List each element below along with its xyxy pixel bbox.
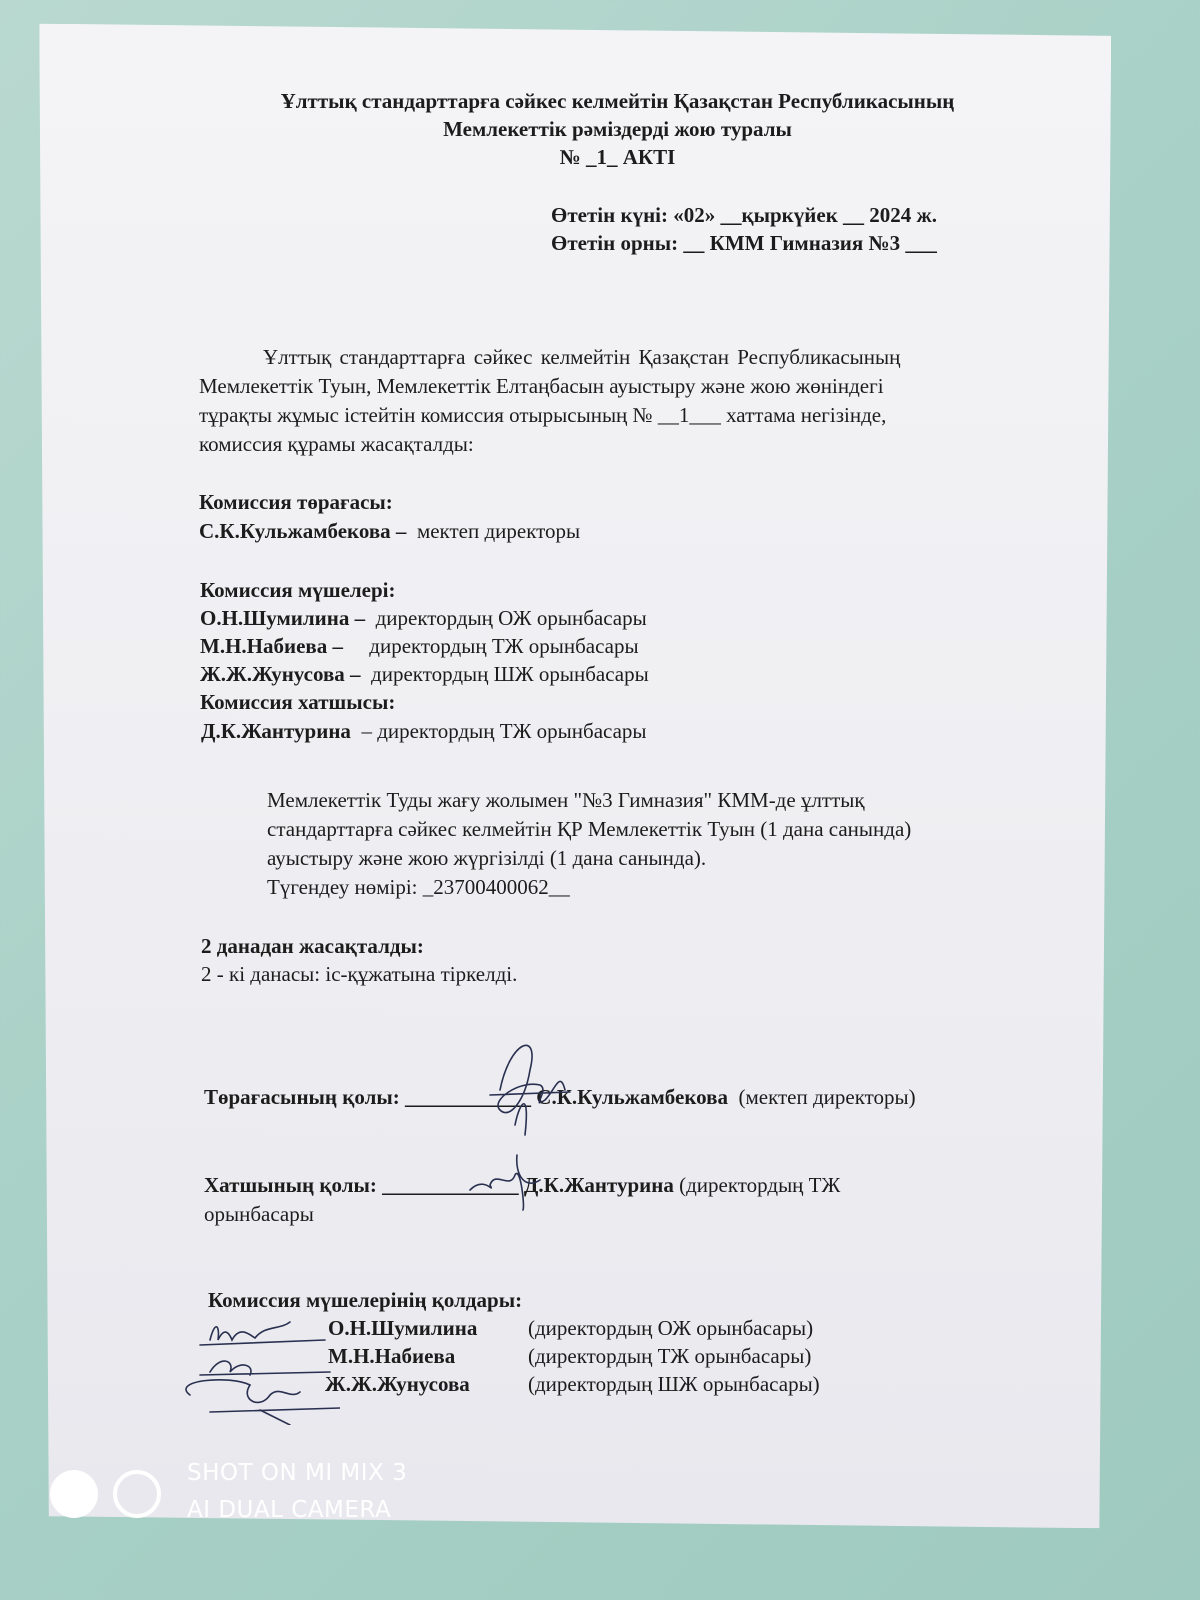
meeting-date: Өтетін күні: «02» __қыркүйек __ 2024 ж. xyxy=(551,203,938,227)
secretary-role: – директордың ТЖ орынбасары xyxy=(361,719,647,743)
member-role: директордың ТЖ орынбасары xyxy=(369,634,639,658)
chair-signature-label: Төрағасының қолы: ____________ xyxy=(204,1085,532,1109)
secretary-entry xyxy=(201,721,647,742)
chair-name: С.К.Кульжамбекова – xyxy=(199,519,407,543)
members-signatures-heading: Комиссия мүшелерінің қолдары: xyxy=(208,1288,523,1312)
secretary-signature-label: Хатшының қолы: _____________ xyxy=(204,1173,519,1197)
body-line: ауыстыру және жою жүргізілді (1 дана санында). xyxy=(267,846,707,870)
member-signature-entry xyxy=(325,1374,820,1395)
member-signatures xyxy=(170,1300,340,1425)
secretary-signature xyxy=(465,1145,545,1215)
meeting-place: Өтетін орны: __ КММ Гимназия №3 ___ xyxy=(551,231,937,255)
member-name: Ж.Ж.Жунусова – xyxy=(200,662,361,686)
member-role: директордың ОЖ орынбасары xyxy=(375,606,647,630)
member-name: О.Н.Шумилина – xyxy=(200,606,366,630)
watermark-line-1: SHOT ON MI MIX 3 xyxy=(187,1460,408,1486)
intro-line: Мемлекеттік Туын, Мемлекеттік Елтаңбасын ауыстыру және жою жөніндегі xyxy=(199,374,884,398)
chair-heading: Комиссия төрағасы: xyxy=(199,490,393,514)
secretary-signature-name: Д.К.Жантурина xyxy=(523,1173,674,1197)
watermark-dot-filled-icon xyxy=(50,1470,98,1518)
intro-line: комиссия құрамы жасақталды: xyxy=(199,432,474,456)
member-entry xyxy=(200,636,639,657)
member-entry xyxy=(200,664,649,685)
member-signature-name: М.Н.Набиева xyxy=(328,1344,456,1368)
secretary-heading: Комиссия хатшысы: xyxy=(200,690,396,714)
chair-signature xyxy=(470,1030,580,1140)
inventory-number: Түгендеу нөмірі: _23700400062__ xyxy=(267,875,570,899)
member-signature-role: (директордың ТЖ орынбасары) xyxy=(528,1344,812,1368)
member-signature-role: (директордың ОЖ орынбасары) xyxy=(528,1316,814,1340)
copies-text: 2 - кі данасы: іс-құжатына тіркелді. xyxy=(201,962,518,986)
member-signature-entry xyxy=(328,1318,813,1339)
intro-line: тұрақты жұмыс істейтін комиссия отырысының № __1___ хаттама негізінде, xyxy=(199,403,887,427)
member-entry xyxy=(200,608,647,629)
chair-signature-role: (мектеп директоры) xyxy=(738,1085,916,1109)
title-line-2: Мемлекеттік рәміздерді жою туралы xyxy=(443,117,792,141)
title-line-1: Ұлттық стандарттарға сәйкес келмейтін Қазақстан Республикасының xyxy=(280,89,955,113)
secretary-signature-role: (директордың ТЖ xyxy=(679,1173,841,1197)
member-signature-name: О.Н.Шумилина xyxy=(328,1316,478,1340)
member-role: директордың ШЖ орынбасары xyxy=(371,662,649,686)
chair-role: мектеп директоры xyxy=(416,519,581,543)
body-line: стандарттарға сәйкес келмейтін ҚР Мемлекеттік Туын (1 дана санында) xyxy=(267,817,912,841)
member-signature-role: (директордың ШЖ орынбасары) xyxy=(528,1372,820,1396)
watermark-dot-ring-icon xyxy=(113,1470,161,1518)
members-heading: Комиссия мүшелері: xyxy=(200,578,396,602)
watermark-line-2: AI DUAL CAMERA xyxy=(187,1497,392,1523)
secretary-signature-role-cont: орынбасары xyxy=(204,1202,314,1226)
member-signature-entry xyxy=(328,1346,811,1367)
member-name: М.Н.Набиева – xyxy=(200,634,344,658)
copies-heading: 2 данадан жасақталды: xyxy=(201,934,424,958)
title-line-3: № _1_ АКТІ xyxy=(559,145,676,169)
chair-entry xyxy=(199,521,580,542)
member-signature-name: Ж.Ж.Жунусова xyxy=(325,1372,470,1396)
intro-line: Ұлттық стандарттарға сәйкес келмейтін Қазақстан Республикасының xyxy=(263,345,901,369)
chair-signature-name: С.К.Кульжамбекова xyxy=(536,1085,728,1109)
secretary-name: Д.К.Жантурина xyxy=(201,719,351,743)
body-line: Мемлекеттік Туды жағу жолымен "№3 Гимназия" КММ-де ұлттық xyxy=(267,788,865,812)
